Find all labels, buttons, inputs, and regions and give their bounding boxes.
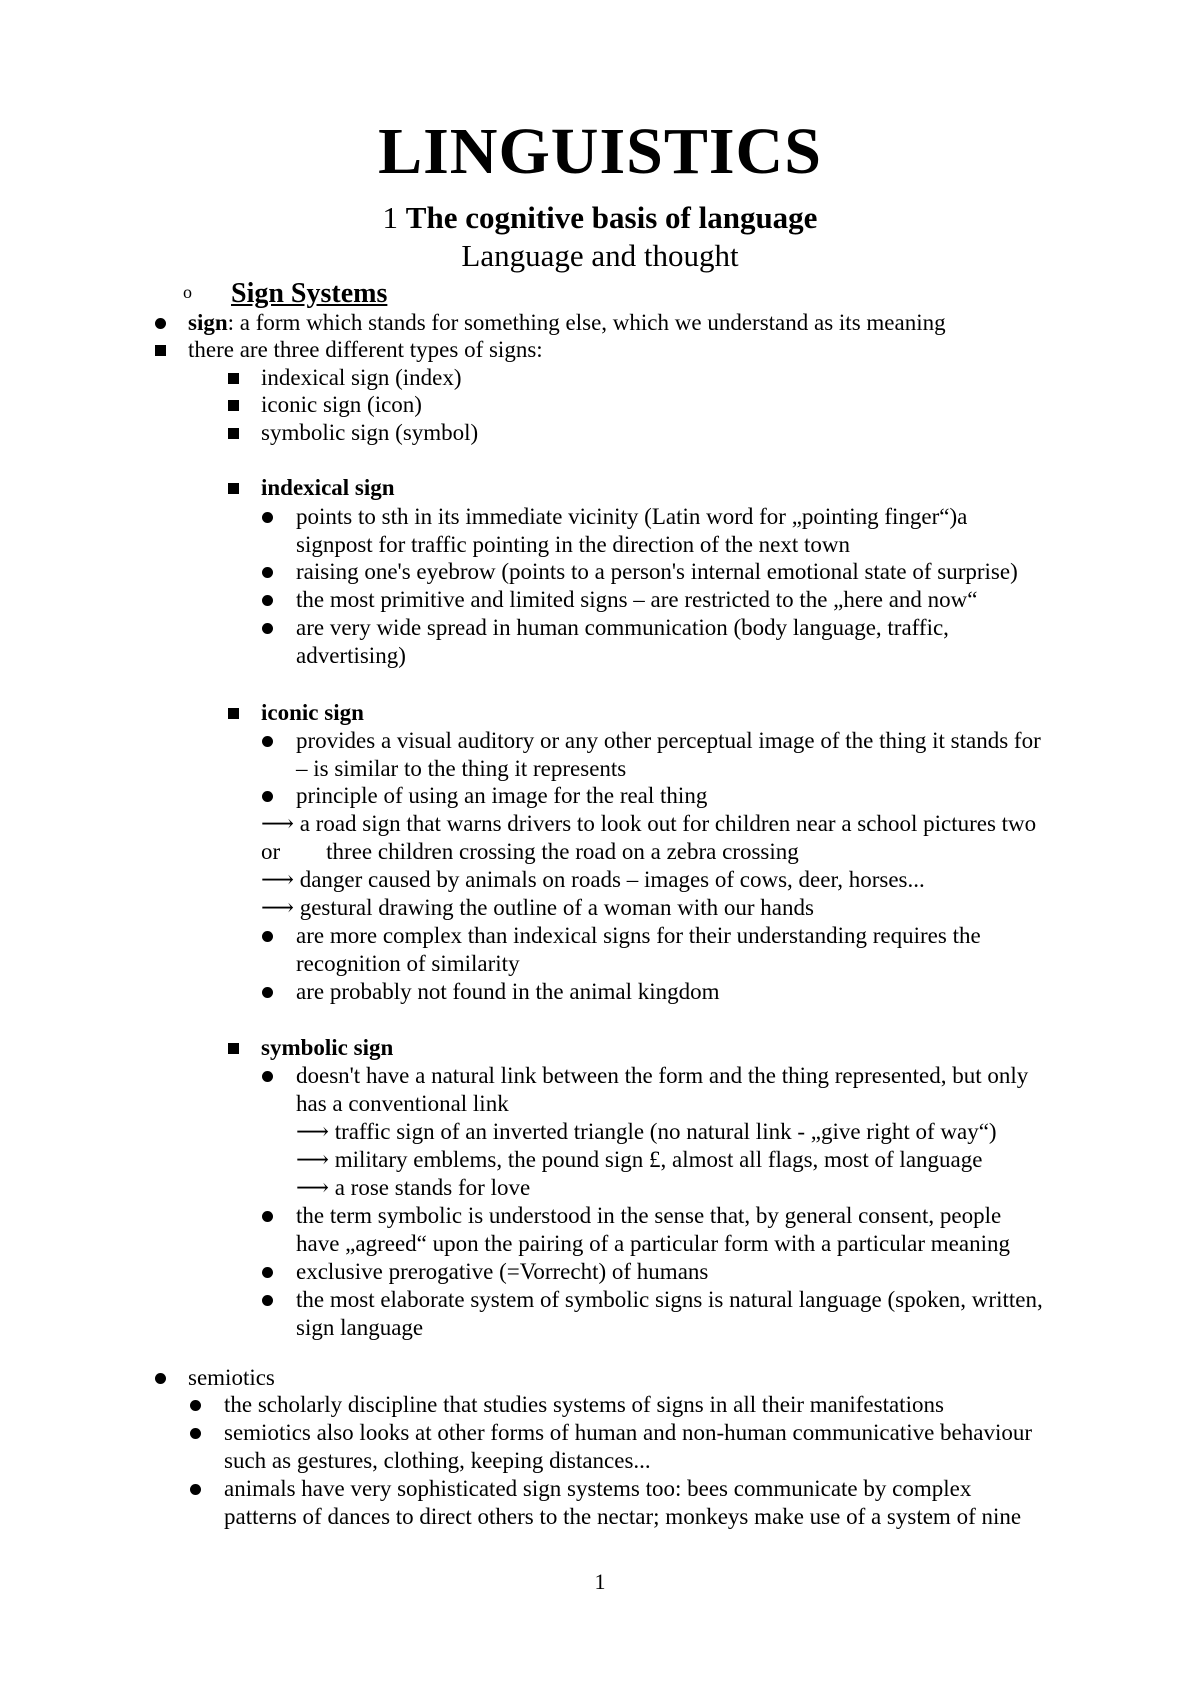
- bullet-dot-icon: [262, 987, 273, 998]
- iconic-point: are probably not found in the animal kingdom: [296, 979, 720, 1004]
- indexical-point: signpost for traffic pointing in the direction of the next town: [296, 532, 851, 557]
- semiotics-point: animals have very sophisticated sign systems too: bees communicate by complex: [224, 1476, 972, 1501]
- bullet-square-icon: [228, 708, 239, 719]
- indexical-point: advertising): [296, 643, 406, 668]
- bullet-dot-icon: [155, 1373, 166, 1384]
- bullet-dot-icon: [262, 1211, 273, 1222]
- chapter-heading: [0, 198, 1200, 238]
- symbolic-point: the term symbolic is understood in the sense that, by general consent, people: [296, 1203, 1002, 1228]
- type-item: symbolic sign (symbol): [261, 420, 479, 445]
- iconic-example: ⟶ a road sign that warns drivers to look out for children near a school pictures two: [261, 811, 1037, 836]
- bullet-square-icon: [228, 1043, 239, 1054]
- semiotics-point: the scholarly discipline that studies systems of signs in all their manifestations: [224, 1392, 944, 1417]
- type-item: iconic sign (icon): [261, 392, 422, 417]
- iconic-point: provides a visual auditory or any other perceptual image of the thing it stands for: [296, 728, 1041, 753]
- iconic-example: ⟶ gestural drawing the outline of a woman with our hands: [261, 895, 814, 920]
- bullet-dot-icon: [155, 318, 166, 329]
- symbolic-example: ⟶ military emblems, the pound sign £, almost all flags, most of language: [296, 1147, 983, 1172]
- symbolic-example: ⟶ traffic sign of an inverted triangle (no natural link - „give right of way“): [296, 1119, 997, 1144]
- symbolic-point: exclusive prerogative (=Vorrecht) of humans: [296, 1259, 709, 1284]
- symbolic-example: ⟶ a rose stands for love: [296, 1175, 531, 1200]
- document-title: LINGUISTICS: [378, 115, 822, 188]
- sign-definition: [188, 309, 946, 337]
- iconic-point: recognition of similarity: [296, 951, 520, 976]
- bullet-dot-icon: [190, 1400, 201, 1411]
- page-number: 1: [594, 1569, 606, 1594]
- bullet-square-icon: [228, 373, 239, 384]
- bullet-dot-icon: [262, 623, 273, 634]
- semiotics-heading: semiotics: [188, 1365, 275, 1390]
- bullet-dot-icon: [190, 1484, 201, 1495]
- iconic-example: ⟶ danger caused by animals on roads – images of cows, deer, horses...: [261, 867, 925, 892]
- indexical-point: points to sth in its immediate vicinity (Latin word for „pointing finger“)a: [296, 504, 968, 529]
- symbolic-heading: symbolic sign: [261, 1035, 394, 1060]
- bullet-dot-icon: [262, 567, 273, 578]
- section-marker: o: [183, 282, 192, 302]
- bullet-dot-icon: [262, 736, 273, 747]
- iconic-point: principle of using an image for the real thing: [296, 783, 708, 808]
- bullet-square-icon: [155, 345, 166, 356]
- bullet-dot-icon: [262, 1267, 273, 1278]
- indexical-point: are very wide spread in human communication (body language, traffic,: [296, 615, 949, 640]
- chapter-title: The cognitive basis of language: [405, 200, 818, 235]
- bullet-dot-icon: [262, 1295, 273, 1306]
- sign-term: sign: [188, 310, 228, 335]
- bullet-dot-icon: [262, 931, 273, 942]
- symbolic-point: has a conventional link: [296, 1091, 509, 1116]
- iconic-example: or three children crossing the road on a zebra crossing: [261, 839, 799, 864]
- bullet-dot-icon: [262, 791, 273, 802]
- types-intro: there are three different types of signs:: [188, 337, 543, 362]
- symbolic-point: doesn't have a natural link between the form and the thing represented, but only: [296, 1063, 1029, 1088]
- bullet-dot-icon: [190, 1428, 201, 1439]
- symbolic-point: the most elaborate system of symbolic signs is natural language (spoken, written,: [296, 1287, 1043, 1312]
- type-item: indexical sign (index): [261, 365, 462, 390]
- indexical-point: raising one's eyebrow (points to a person's internal emotional state of surprise): [296, 559, 1018, 584]
- semiotics-point: such as gestures, clothing, keeping distances...: [224, 1448, 651, 1473]
- chapter-number: 1: [382, 200, 399, 235]
- indexical-point: the most primitive and limited signs – are restricted to the „here and now“: [296, 587, 978, 612]
- section-title: Sign Systems: [231, 278, 388, 309]
- indexical-heading: indexical sign: [261, 475, 395, 500]
- section-heading: [183, 274, 387, 312]
- semiotics-point: patterns of dances to direct others to the nectar; monkeys make use of a system of nine: [224, 1504, 1022, 1529]
- bullet-square-icon: [228, 483, 239, 494]
- sign-definition-text: : a form which stands for something else, which we understand as its meaning: [227, 310, 946, 335]
- subtitle: Language and thought: [461, 238, 739, 273]
- bullet-dot-icon: [262, 512, 273, 523]
- iconic-heading: iconic sign: [261, 700, 364, 725]
- bullet-square-icon: [228, 428, 239, 439]
- iconic-point: are more complex than indexical signs for their understanding requires the: [296, 923, 981, 948]
- iconic-point: – is similar to the thing it represents: [296, 756, 627, 781]
- symbolic-point: sign language: [296, 1315, 424, 1340]
- bullet-dot-icon: [262, 595, 273, 606]
- symbolic-point: have „agreed“ upon the pairing of a particular form with a particular meaning: [296, 1231, 1010, 1256]
- bullet-square-icon: [228, 400, 239, 411]
- semiotics-point: semiotics also looks at other forms of human and non-human communicative behaviour: [224, 1420, 1033, 1445]
- bullet-dot-icon: [262, 1071, 273, 1082]
